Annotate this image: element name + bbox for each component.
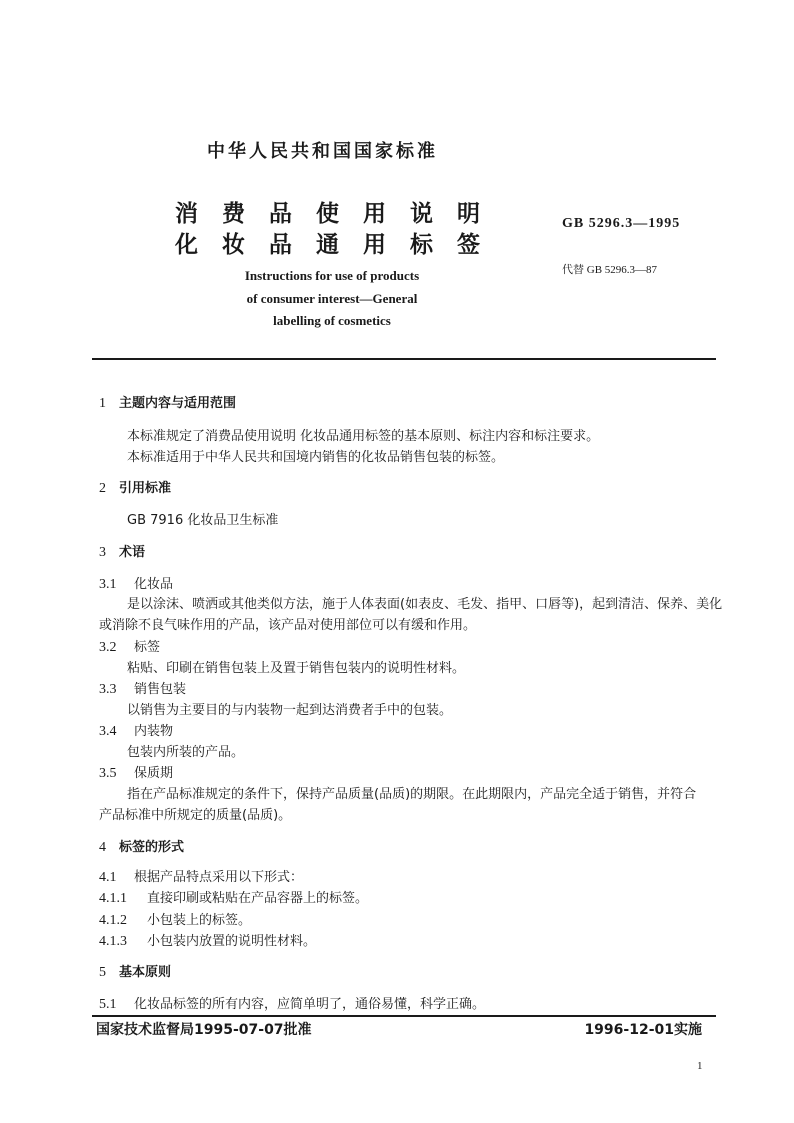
section-1-heading: [99, 392, 236, 412]
referenced-standard: GB 7916 化妆品卫生标准: [127, 513, 279, 528]
section-title: 术语: [119, 545, 146, 560]
clause-number: 4.1: [99, 870, 117, 885]
subsection-3-3: [99, 678, 186, 698]
clause-number: 4.1.3: [99, 934, 127, 949]
subsection-3-4: [99, 720, 173, 740]
paragraph: 本标准适用于中华人民共和国境内销售的化妆品销售包装的标签。: [127, 450, 505, 465]
approval-date: 国家技术监督局1995-07-07批准: [96, 1022, 312, 1038]
subsection-title: 保质期: [134, 766, 174, 781]
paragraph: 本标准规定了消费品使用说明 化妆品通用标签的基本原则、标注内容和标注要求。: [127, 429, 600, 444]
implementation-date: 1996-12-01实施: [584, 1022, 702, 1038]
section-number: 4: [99, 840, 106, 855]
subsection-title: 销售包装: [134, 682, 187, 697]
header-divider: [92, 358, 716, 360]
paragraph: 或消除不良气味作用的产品，该产品对使用部位可以有缓和作用。: [99, 618, 477, 633]
clause-number: 5.1: [99, 997, 117, 1012]
subsection-number: 3.3: [99, 682, 117, 697]
section-number: 2: [99, 481, 106, 496]
section-number: 3: [99, 545, 106, 560]
subsection-number: 3.4: [99, 724, 117, 739]
clause-text: 小包装上的标签。: [147, 913, 252, 928]
paragraph: 指在产品标准规定的条件下，保持产品质量(品质)的期限。在此期限内，产品完全适于销售，并符合: [127, 787, 697, 802]
paragraph: 粘贴、印刷在销售包装上及置于销售包装内的说明性材料。: [127, 661, 466, 676]
chinese-title-line-1: 消费品使用说明: [175, 201, 504, 227]
section-title: 基本原则: [119, 965, 172, 980]
paragraph: 产品标准中所规定的质量(品质)。: [99, 808, 292, 823]
subsection-3-2: [99, 636, 160, 656]
replaces-standard: 代替 GB 5296.3—87: [562, 264, 658, 276]
subsection-title: 内装物: [134, 724, 174, 739]
english-title-line-1: Instructions for use of products: [244, 268, 420, 283]
clause-5-1: [99, 993, 485, 1013]
standard-code: GB 5296.3—1995: [562, 216, 681, 231]
clause-4-1-2: [99, 909, 251, 929]
english-title-line-3: labelling of cosmetics: [273, 313, 391, 328]
section-number: 1: [99, 396, 106, 411]
clause-4-1-1: [99, 887, 368, 907]
clause-4-1-3: [99, 930, 316, 950]
section-3-heading: [99, 541, 145, 561]
clause-number: 4.1.1: [99, 891, 127, 906]
section-5-heading: [99, 961, 171, 981]
footer-divider: [92, 1015, 716, 1017]
english-title-line-2: of consumer interest—General: [246, 291, 418, 306]
subsection-title: 标签: [134, 640, 161, 655]
subsection-title: 化妆品: [134, 577, 174, 592]
clause-text: 根据产品特点采用以下形式：: [134, 870, 304, 885]
section-4-heading: [99, 836, 184, 856]
subsection-number: 3.1: [99, 577, 117, 592]
section-title: 引用标准: [119, 481, 172, 496]
clause-text: 小包装内放置的说明性材料。: [147, 934, 317, 949]
clause-text: 直接印刷或粘贴在产品容器上的标签。: [147, 891, 369, 906]
paragraph: 包装内所装的产品。: [127, 745, 245, 760]
section-title: 主题内容与适用范围: [119, 396, 237, 411]
paragraph: 是以涂沫、喷洒或其他类似方法，施于人体表面(如表皮、毛发、指甲、口唇等)，起到清洁、保养、美化: [127, 597, 723, 612]
subsection-3-5: [99, 762, 173, 782]
page-number: 1: [697, 1060, 703, 1072]
subsection-number: 3.5: [99, 766, 117, 781]
chinese-title-line-2: 化妆品通用标签: [175, 232, 504, 258]
section-title: 标签的形式: [119, 840, 185, 855]
paragraph: 以销售为主要目的与内装物一起到达消费者手中的包装。: [127, 703, 453, 718]
section-2-heading: [99, 477, 171, 497]
section-number: 5: [99, 965, 106, 980]
clause-4-1: [99, 866, 303, 886]
clause-number: 4.1.2: [99, 913, 127, 928]
subsection-3-1: [99, 573, 173, 593]
clause-text: 化妆品标签的所有内容，应简单明了，通俗易懂，科学正确。: [134, 997, 486, 1012]
national-standard-title: 中华人民共和国国家标准: [207, 141, 438, 162]
subsection-number: 3.2: [99, 640, 117, 655]
